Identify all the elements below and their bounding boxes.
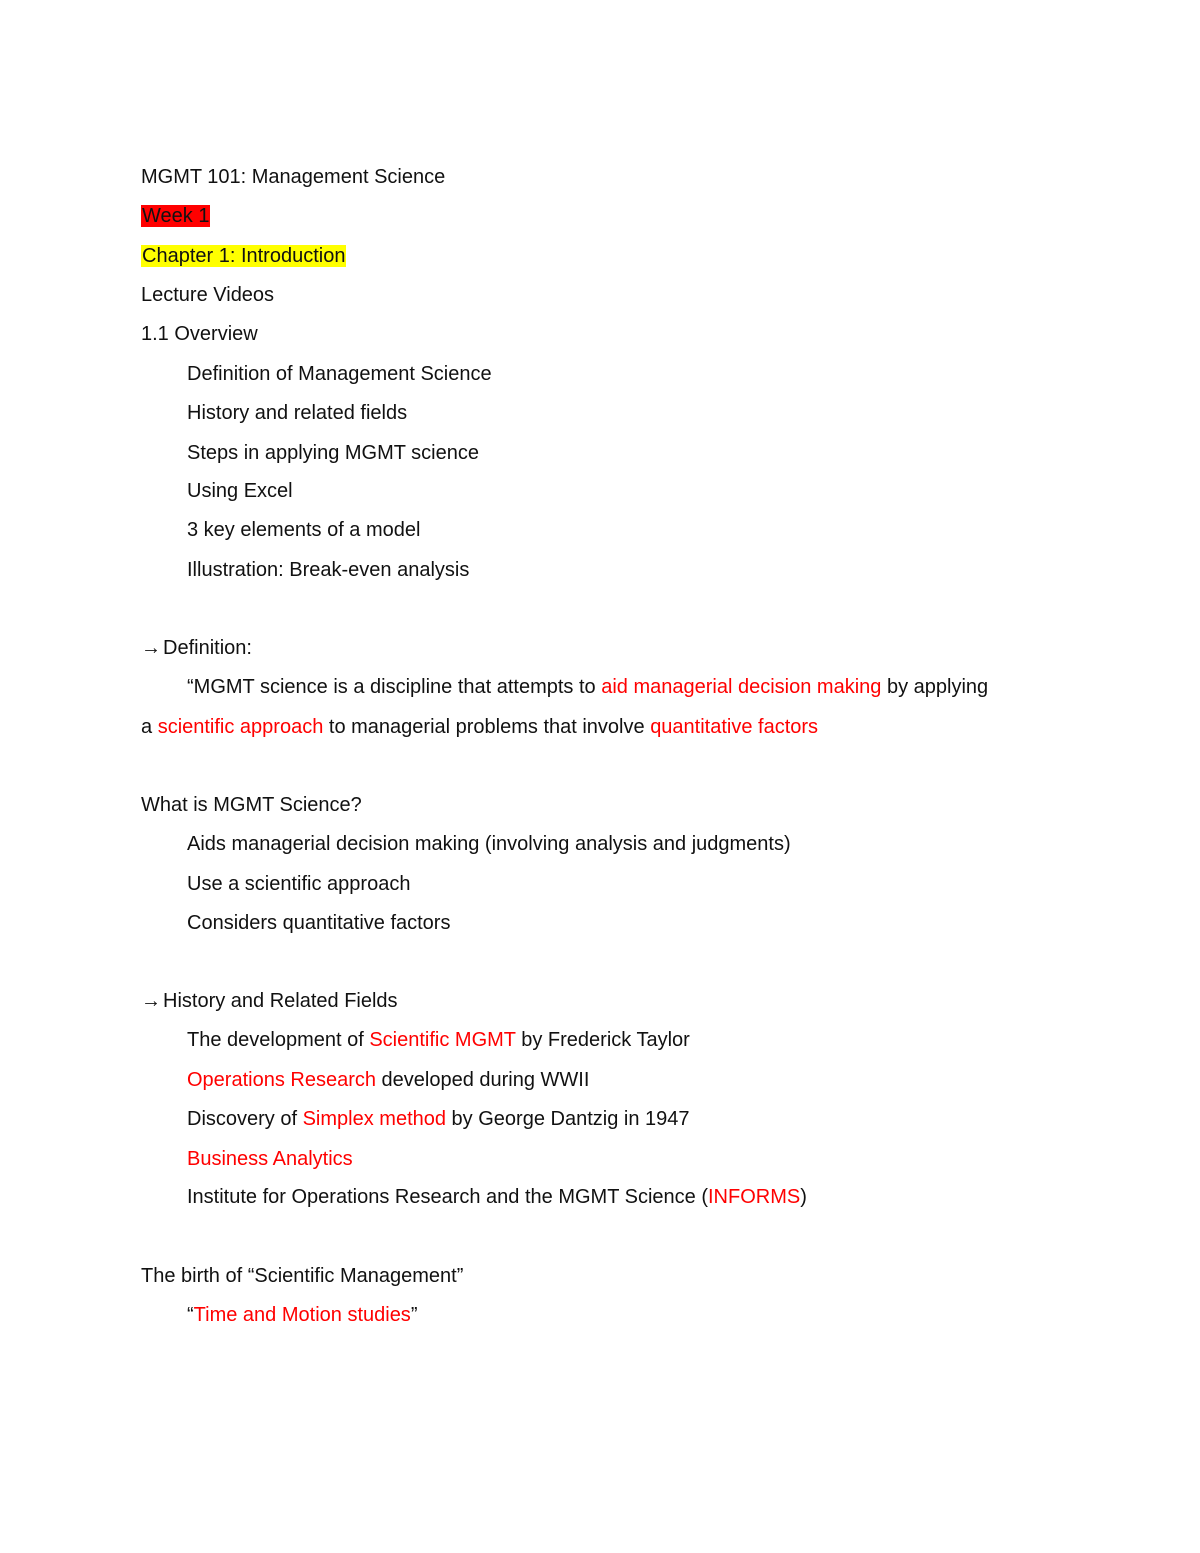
course-title: MGMT 101: Management Science (141, 166, 446, 188)
chapter-label: Chapter 1: Introduction (142, 245, 346, 267)
history-text: developed during WWII (375, 1069, 590, 1091)
chapter-label-line (141, 244, 346, 268)
right-arrow-icon: → (141, 990, 161, 1012)
history-item (187, 1147, 353, 1171)
what-is-heading: What is MGMT Science? (141, 794, 362, 816)
history-text: by Frederick Taylor (515, 1029, 690, 1051)
history-text: Institute for Operations Research and the MGMT Science ( (187, 1186, 708, 1208)
definition-heading-line (141, 636, 252, 660)
history-text: Discovery of (187, 1108, 303, 1130)
definition-text: by applying (881, 676, 989, 698)
overview-item: Definition of Management Science (187, 363, 492, 385)
definition-line-1 (187, 675, 988, 699)
history-heading-line (141, 989, 398, 1013)
quote-mark: “ (187, 1304, 194, 1326)
history-emphasis: Simplex method (302, 1108, 446, 1130)
definition-emphasis: quantitative factors (650, 716, 819, 738)
history-emphasis: Scientific MGMT (369, 1029, 516, 1051)
week-label: Week 1 (142, 205, 210, 227)
right-arrow-icon: → (141, 637, 161, 659)
what-is-item: Use a scientific approach (187, 873, 411, 895)
history-text: by George Dantzig in 1947 (446, 1108, 690, 1130)
birth-emphasis: Time and Motion studies (193, 1304, 411, 1326)
history-heading: History and Related Fields (163, 990, 398, 1012)
overview-item: Steps in applying MGMT science (187, 442, 479, 464)
birth-heading: The birth of “Scientific Management” (141, 1265, 464, 1287)
overview-item: 3 key elements of a model (187, 519, 421, 541)
definition-line-2 (141, 715, 818, 739)
definition-text: “MGMT science is a discipline that attempts to (187, 676, 602, 698)
definition-heading: Definition: (163, 637, 252, 659)
definition-emphasis: aid managerial decision making (601, 676, 882, 698)
history-text: The development of (187, 1029, 370, 1051)
week-label-line (141, 204, 210, 228)
birth-item (187, 1303, 417, 1327)
overview-item: History and related fields (187, 402, 408, 424)
definition-text: a (141, 716, 158, 738)
what-is-item: Aids managerial decision making (involving analysis and judgments) (187, 833, 791, 855)
overview-item: Using Excel (187, 480, 293, 502)
history-emphasis: Business Analytics (187, 1148, 353, 1170)
history-item (187, 1107, 690, 1131)
overview-item: Illustration: Break-even analysis (187, 559, 470, 581)
lecture-videos-label: Lecture Videos (141, 284, 275, 306)
history-emphasis: Operations Research (187, 1069, 376, 1091)
history-item (187, 1028, 690, 1052)
definition-text: to managerial problems that involve (323, 716, 651, 738)
what-is-item: Considers quantitative factors (187, 912, 451, 934)
history-text: ) (800, 1186, 807, 1208)
definition-emphasis: scientific approach (157, 716, 324, 738)
history-item (187, 1068, 589, 1092)
quote-mark: ” (410, 1304, 418, 1326)
history-item (187, 1185, 807, 1209)
overview-heading: 1.1 Overview (141, 323, 258, 345)
history-emphasis: INFORMS (707, 1186, 801, 1208)
